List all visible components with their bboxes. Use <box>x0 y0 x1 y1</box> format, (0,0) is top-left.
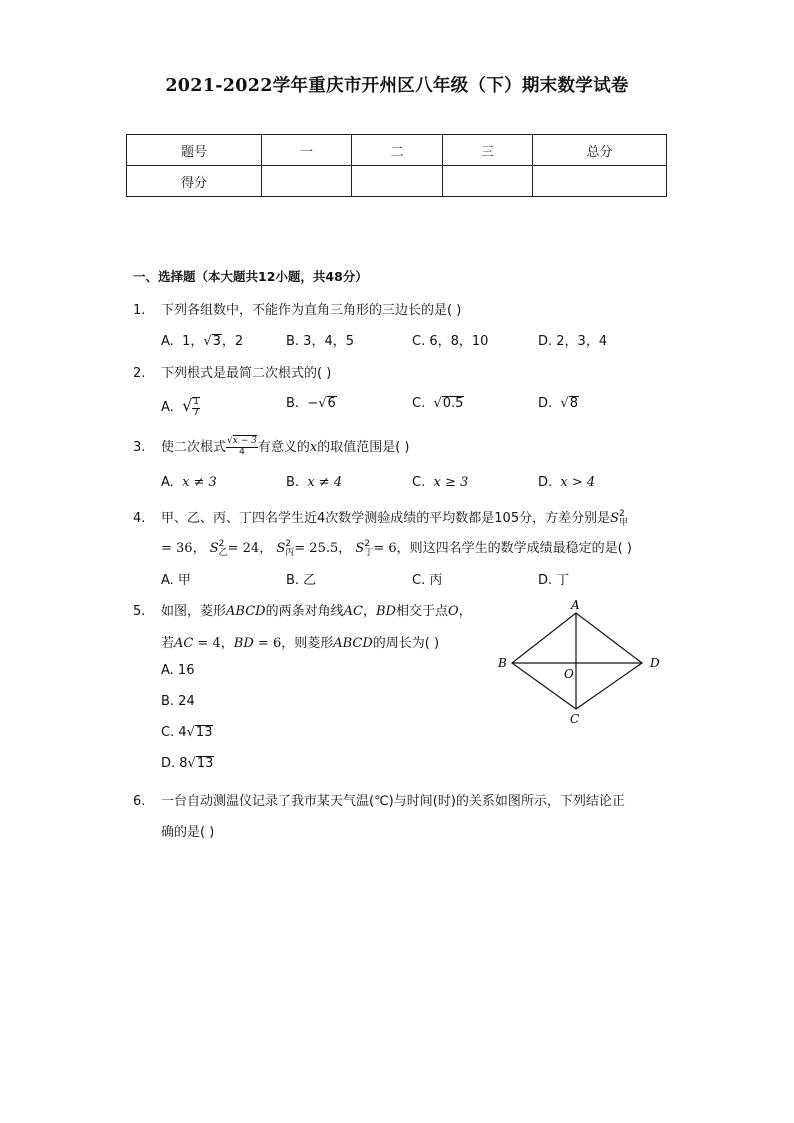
option-b: B. 3，4，5 <box>286 334 354 349</box>
vertex-label-d: D <box>650 656 660 670</box>
question-text: 下列各组数中，不能作为直角三角形的三边长的是( ) <box>161 303 462 318</box>
fraction-numerator: 1 <box>193 396 199 407</box>
score-header-cell: 总分 <box>533 135 667 166</box>
score-header-cell: 二 <box>352 135 443 166</box>
fraction: $\frac{√x - 3}{4}$ <box>227 436 257 457</box>
option-c: C. 丙 <box>412 573 443 588</box>
question-text: ， <box>362 604 376 619</box>
math-term: ABCD <box>226 604 266 619</box>
math-term: BD <box>233 636 254 651</box>
question-text: 的取值范围是( ) <box>317 440 410 455</box>
math-term: ABCD <box>333 636 373 651</box>
question-text: ， <box>458 604 472 619</box>
score-cell <box>262 166 352 197</box>
option-a: A. 甲 <box>161 573 191 588</box>
subscript: 丙 <box>285 547 295 558</box>
question-text: 一台自动测温仪记录了我市某天气温(℃)与时间(时)的关系如图所示，下列结论正 <box>161 794 625 809</box>
option-text: ，2 <box>221 334 244 349</box>
variance-symbol: S <box>610 511 619 526</box>
radicand: 13 <box>196 756 214 771</box>
option-text: − <box>307 396 319 411</box>
superscript: 2 <box>619 508 625 519</box>
center-label-o: O <box>564 667 574 681</box>
option-label: D. 8 <box>161 756 188 771</box>
option-text: x ≠ 3 <box>182 475 217 490</box>
option-label: D. <box>538 475 553 490</box>
option-d: D. 8√13 <box>161 756 214 771</box>
question-text: = 6，则菱形 <box>253 636 334 651</box>
option-d: D. √8 <box>538 396 578 411</box>
question-number: 3. <box>133 440 146 455</box>
question-6-line-2: 确的是( ) <box>161 825 215 840</box>
score-table <box>126 134 667 197</box>
question-text: 如图，菱形 <box>161 604 227 619</box>
math-term: BD <box>375 604 396 619</box>
math-term: AC <box>343 604 363 619</box>
option-c: C. 4√13 <box>161 725 213 740</box>
rhombus-figure <box>495 597 665 729</box>
subscript: 甲 <box>619 517 629 528</box>
question-1 <box>133 299 461 318</box>
fraction-denominator: 7 <box>193 407 199 418</box>
variance-value: = 24， <box>227 541 273 556</box>
radicand: 3 <box>212 334 221 349</box>
option-d <box>538 475 595 490</box>
option-label: B. <box>286 396 300 411</box>
question-text: 的两条对角线 <box>265 604 344 619</box>
superscript: 2 <box>364 538 371 549</box>
variance-symbol: S <box>209 541 219 556</box>
variance-symbol: S <box>276 541 286 556</box>
question-text: 下列根式是最简二次根式的( ) <box>161 366 332 381</box>
option-c: C. 6，8，10 <box>412 334 489 349</box>
radicand: 8 <box>569 396 578 411</box>
vertex-label-a: A <box>571 598 580 612</box>
option-b: B. 24 <box>161 694 195 709</box>
question-2 <box>133 362 331 381</box>
question-text: 相交于点 <box>395 604 448 619</box>
fraction-denominator: 4 <box>239 447 245 457</box>
option-b: B. −√6 <box>286 396 336 411</box>
subscript: 乙 <box>218 547 228 558</box>
option-label: D. <box>538 396 553 411</box>
option-c <box>412 475 468 490</box>
option-b: B. 乙 <box>286 573 317 588</box>
variable: x <box>309 440 318 455</box>
rhombus-outline <box>512 613 642 709</box>
option-label: A. <box>161 475 174 490</box>
question-number: 2. <box>133 366 146 381</box>
score-header-cell: 一 <box>262 135 352 166</box>
question-text: 若 <box>161 636 175 651</box>
option-text: x > 4 <box>560 475 596 490</box>
question-number: 1. <box>133 303 146 318</box>
superscript: 2 <box>218 538 225 549</box>
question-5 <box>133 600 472 619</box>
variance-symbol: S <box>355 541 365 556</box>
section-heading: 一、选择题（本大题共12小题，共48分） <box>133 269 368 284</box>
question-text: = 4， <box>193 636 234 651</box>
question-6 <box>133 790 625 809</box>
option-a: A. √ $\frac{1}{7}$ <box>161 396 199 418</box>
math-term: AC <box>174 636 194 651</box>
variance-value: = 6， <box>373 541 410 556</box>
score-row-label: 得分 <box>127 166 262 197</box>
question-4-line-2 <box>161 537 632 558</box>
question-text: 的周长为( ) <box>372 636 440 651</box>
question-text: 则这四名学生的数学成绩最稳定的是( ) <box>409 541 632 556</box>
score-cell <box>352 166 443 197</box>
option-a: A. 1，√3，2 <box>161 334 244 349</box>
variance-value: = 25.5， <box>294 541 352 556</box>
superscript: 2 <box>285 538 291 549</box>
question-5-line-2 <box>161 632 439 651</box>
option-c: C. √0.5 <box>412 396 464 411</box>
vertex-label-c: C <box>570 712 580 726</box>
option-a <box>161 475 217 490</box>
question-3 <box>133 436 409 458</box>
option-text: x ≥ 3 <box>433 475 469 490</box>
option-a: A. 16 <box>161 663 195 678</box>
question-text: 有意义的 <box>257 440 310 455</box>
option-label: C. 4 <box>161 725 187 740</box>
radicand: 13 <box>195 725 213 740</box>
subscript: 丁 <box>364 547 374 558</box>
variance-value: = 36， <box>161 541 206 556</box>
radicand: 6 <box>327 396 336 411</box>
question-4 <box>133 507 628 528</box>
question-text: 甲、乙、丙、丁四名学生近4次数学测验成绩的平均数都是105分，方差分别是 <box>161 511 611 526</box>
option-d: D. 丁 <box>538 573 570 588</box>
option-text: x ≠ 4 <box>307 475 343 490</box>
option-d: D. 2，3，4 <box>538 334 608 349</box>
score-header-cell: 三 <box>443 135 533 166</box>
option-b <box>286 475 342 490</box>
option-label: A. <box>161 334 174 349</box>
fraction-numerator: x − 3 <box>232 436 257 447</box>
option-label: C. <box>412 475 426 490</box>
score-table-header-row <box>127 135 667 166</box>
score-cell <box>533 166 667 197</box>
option-label: C. <box>412 396 426 411</box>
radicand: 0.5 <box>442 396 464 411</box>
question-number: 4. <box>133 511 146 526</box>
option-label: A. <box>161 400 174 415</box>
option-label: B. <box>286 475 300 490</box>
score-table-score-row <box>127 166 667 197</box>
question-number: 5. <box>133 604 146 619</box>
option-text: 1， <box>182 334 204 349</box>
question-text: 使二次根式 <box>161 440 227 455</box>
score-cell <box>443 166 533 197</box>
score-header-cell: 题号 <box>127 135 262 166</box>
math-term: O <box>447 604 459 619</box>
question-number: 6. <box>133 794 146 809</box>
exam-title: 2021-2022学年重庆市开州区八年级（下）期末数学试卷 <box>165 76 629 96</box>
vertex-label-b: B <box>498 656 507 670</box>
